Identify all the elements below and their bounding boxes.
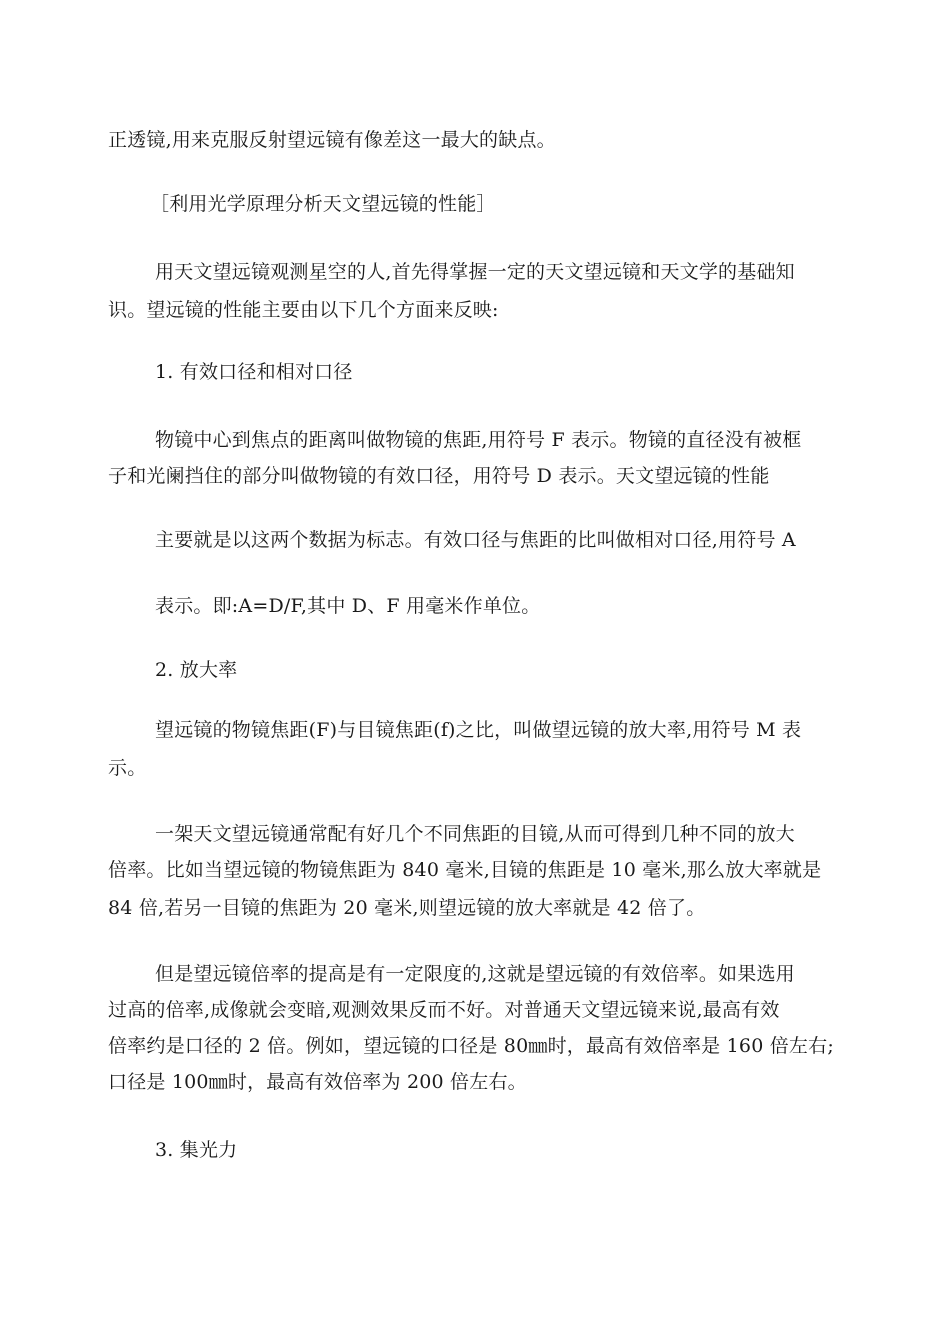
section-heading: ［利用光学原理分析天文望远镜的性能］ — [150, 193, 496, 215]
text-line: 望远镜的物镜焦距(F)与目镜焦距(f)之比，叫做望远镜的放大率,用符号 M 表 — [155, 719, 802, 741]
text-line: 口径是 100㎜时，最高有效倍率为 200 倍左右。 — [108, 1071, 527, 1093]
text-line: 物镜中心到焦点的距离叫做物镜的焦距,用符号 F 表示。物镜的直径没有被框 — [155, 429, 802, 451]
list-heading: 2. 放大率 — [155, 659, 238, 681]
text-line: 表示。即:A=D/F,其中 D、F 用毫米作单位。 — [155, 595, 541, 617]
text-line: 倍率。比如当望远镜的物镜焦距为 840 毫米,目镜的焦距是 10 毫米,那么放大率就是 — [108, 859, 822, 881]
text-line: 过高的倍率,成像就会变暗,观测效果反而不好。对普通天文望远镜来说,最高有效 — [108, 999, 780, 1021]
text-line: 示。 — [108, 757, 147, 779]
list-heading: 3. 集光力 — [155, 1139, 238, 1161]
text-line: 一架天文望远镜通常配有好几个不同焦距的目镜,从而可得到几种不同的放大 — [155, 823, 795, 845]
text-line: 但是望远镜倍率的提高是有一定限度的,这就是望远镜的有效倍率。如果选用 — [155, 963, 795, 985]
text-line: 子和光阑挡住的部分叫做物镜的有效口径，用符号 D 表示。天文望远镜的性能 — [108, 465, 770, 487]
text-line: 84 倍,若另一目镜的焦距为 20 毫米,则望远镜的放大率就是 42 倍了。 — [108, 897, 706, 919]
text-line: 识。望远镜的性能主要由以下几个方面来反映: — [108, 299, 499, 321]
text-line: 用天文望远镜观测星空的人,首先得掌握一定的天文望远镜和天文学的基础知 — [155, 261, 795, 283]
text-line: 主要就是以这两个数据为标志。有效口径与焦距的比叫做相对口径,用符号 A — [155, 529, 796, 551]
list-heading: 1. 有效口径和相对口径 — [155, 361, 353, 383]
text-line: 正透镜,用来克服反射望远镜有像差这一最大的缺点。 — [108, 129, 556, 151]
text-line: 倍率约是口径的 2 倍。例如，望远镜的口径是 80㎜时，最高有效倍率是 160 倍左右; — [108, 1035, 834, 1057]
